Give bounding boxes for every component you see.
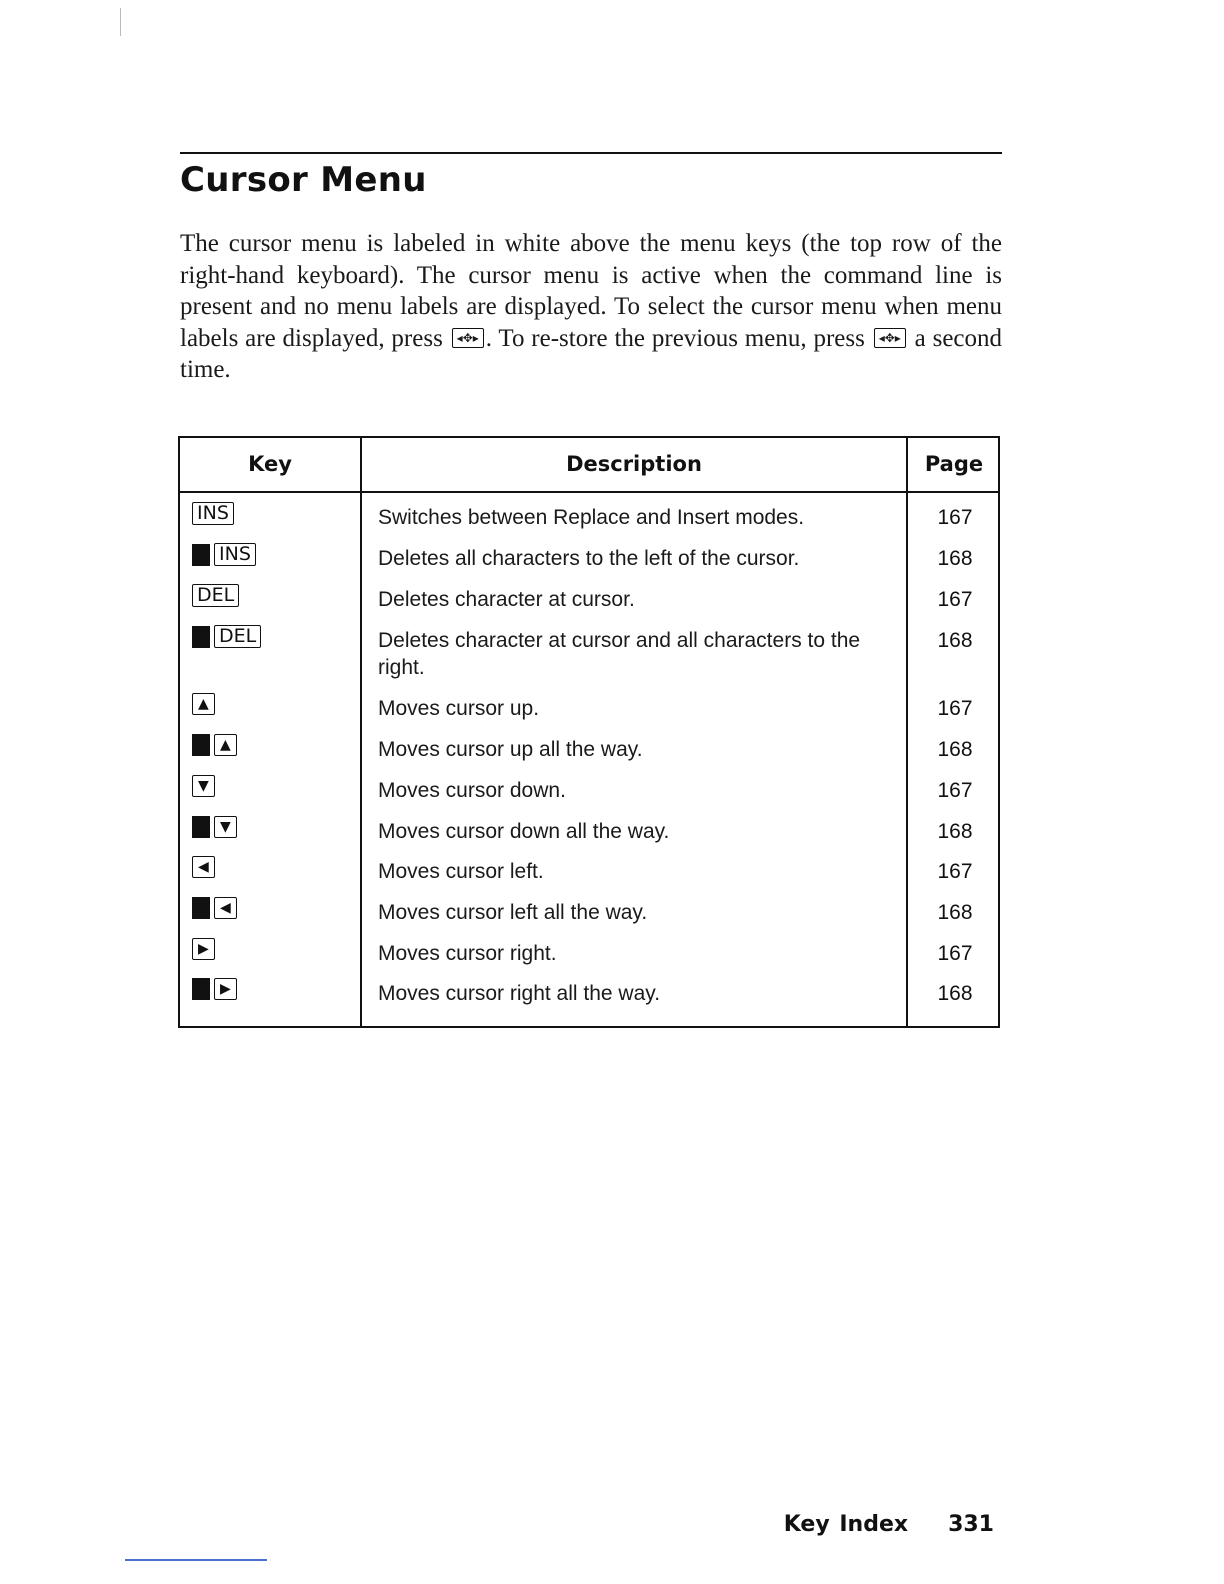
description-cell: Moves cursor left all the way. — [378, 901, 648, 924]
description-cell: Deletes character at cursor. — [378, 588, 635, 611]
description-cell: Deletes all characters to the left of the cursor. — [378, 547, 800, 570]
intro-text-2: . To re-store the previous menu, press — [485, 324, 865, 352]
key-cell — [192, 502, 234, 525]
page-footer — [784, 1512, 994, 1537]
page-cell: 167 — [937, 506, 973, 529]
keycap-icon: ◀ — [214, 897, 237, 919]
description-cell: Moves cursor down all the way. — [378, 820, 670, 843]
key-cell — [192, 584, 239, 607]
section-rule — [180, 152, 1002, 154]
header-description: Description — [566, 452, 702, 476]
shift-key-icon — [192, 626, 210, 648]
shift-key-icon — [192, 544, 210, 566]
page-cell: 168 — [937, 901, 973, 924]
page-cell: 167 — [937, 779, 973, 802]
description-cell: Switches between Replace and Insert modes. — [378, 506, 805, 529]
page-cell: 168 — [937, 738, 973, 761]
intro-paragraph — [180, 228, 1002, 386]
key-cell — [192, 816, 237, 838]
description-cell: Deletes character at cursor and all characters to the right. — [378, 629, 861, 679]
header-page: Page — [924, 452, 984, 476]
key-cell — [192, 938, 215, 960]
header-divider — [180, 491, 998, 493]
intro-text-3: a second time. — [180, 324, 1003, 383]
key-cell — [192, 693, 215, 715]
page-title: Cursor Menu — [180, 160, 427, 200]
shift-key-icon — [192, 978, 210, 1000]
key-cell — [192, 543, 256, 566]
footer-section: Key Index — [783, 1512, 909, 1537]
page-cell: 168 — [937, 982, 973, 1005]
shift-key-icon — [192, 816, 210, 838]
keycap-icon: ▶ — [214, 978, 237, 1000]
keycap-icon: INS — [214, 543, 256, 566]
description-cell: Moves cursor up. — [378, 697, 540, 720]
keycap-icon: INS — [192, 502, 234, 525]
page-cell: 168 — [937, 820, 973, 843]
key-cell — [192, 625, 261, 648]
page-cell: 168 — [937, 629, 973, 652]
description-cell: Moves cursor right. — [378, 942, 557, 965]
page-cell: 167 — [937, 697, 973, 720]
margin-line — [125, 1559, 267, 1561]
column-divider — [360, 438, 362, 1026]
description-cell: Moves cursor down. — [378, 779, 566, 802]
page-cell: 167 — [937, 942, 973, 965]
description-cell: Moves cursor right all the way. — [378, 982, 661, 1005]
keycap-icon: ▶ — [192, 938, 215, 960]
shift-key-icon — [192, 734, 210, 756]
key-cell — [192, 856, 215, 878]
page-cell: 167 — [937, 588, 973, 611]
key-cell — [192, 897, 237, 919]
key-cell — [192, 734, 237, 756]
cursor-menu-key-icon: ◂✥▸ — [452, 328, 484, 348]
crop-mark — [120, 8, 121, 36]
keycap-icon: ▼ — [192, 775, 215, 797]
header-key: Key — [248, 452, 292, 476]
key-cell — [192, 775, 215, 797]
key-cell — [192, 978, 237, 1000]
page-number: 331 — [948, 1512, 994, 1537]
description-cell: Moves cursor left. — [378, 860, 544, 883]
keycap-icon: ◀ — [192, 856, 215, 878]
column-divider — [906, 438, 908, 1026]
description-cell: Moves cursor up all the way. — [378, 738, 643, 761]
keycap-icon: ▼ — [214, 816, 237, 838]
page-cell: 167 — [937, 860, 973, 883]
keycap-icon: ▲ — [214, 734, 237, 756]
keycap-icon: DEL — [214, 625, 261, 648]
intro-text-1: The cursor menu is labeled in white above the menu keys (the top row of the right-hand keyboard). The cursor menu is active when the command line is present and no menu labels are displayed. To select the cursor menu when menu labels are displayed, press — [180, 230, 1002, 352]
keycap-icon: ▲ — [192, 693, 215, 715]
keycap-icon: DEL — [192, 584, 239, 607]
cursor-key-table — [178, 436, 1000, 1028]
cursor-menu-key-icon: ◂✥▸ — [874, 328, 906, 348]
shift-key-icon — [192, 897, 210, 919]
page-cell: 168 — [937, 547, 973, 570]
